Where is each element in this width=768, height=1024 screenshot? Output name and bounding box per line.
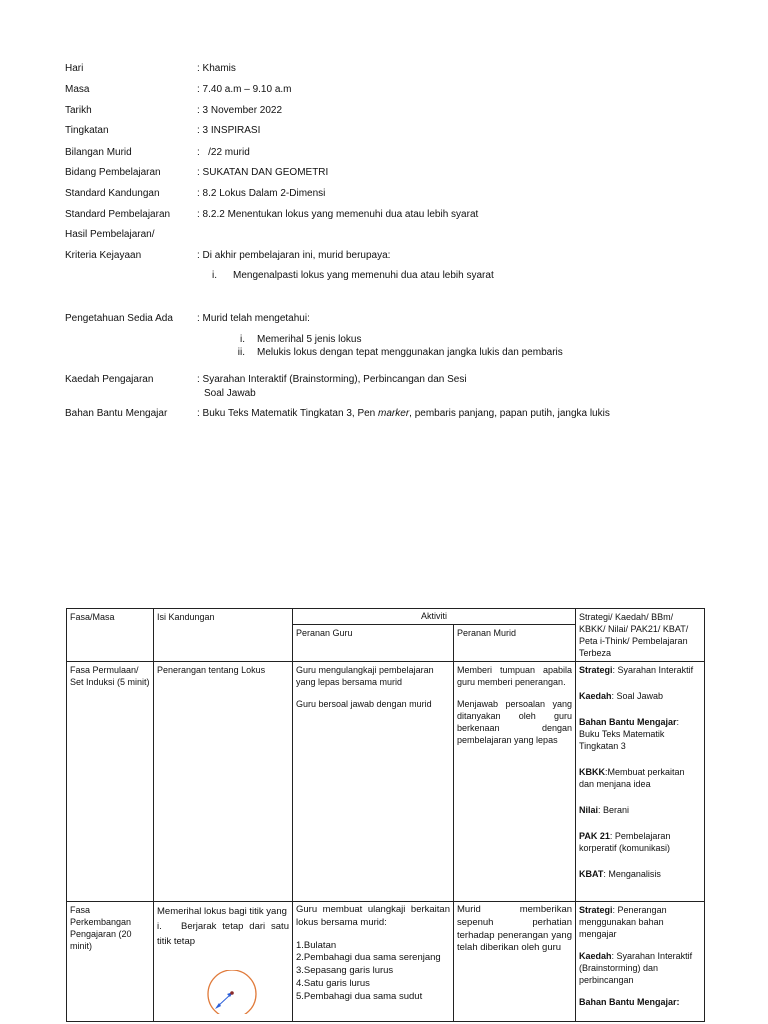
header-student-role: Peranan Murid [454, 625, 576, 662]
row2-strategy [576, 902, 705, 1022]
method-item: Kaedah: Soal Jawab [579, 691, 664, 701]
header-strategy: Strategi/ Kaedah/ BBm/ KBKK/ Nilai/ PAK21/ KBAT/ Peta i-Think/ Pembelajaran Terbeza [576, 609, 705, 662]
table-row [67, 902, 705, 1022]
header-teacher-role: Peranan Guru [293, 625, 454, 662]
center-point [230, 991, 234, 995]
kbat-item: KBAT: Menganalisis [579, 869, 661, 879]
kbkk-item: KBKK:Membuat perkaitan dan menjana idea [579, 767, 685, 789]
objective-item: i. Mengenalpasti lokus yang memenuhi dua atau lebih syarat [212, 270, 494, 281]
material-item: Bahan Bantu Mengajar: [579, 997, 680, 1007]
strategy-item: Strategi: Penerangan menggunakan bahan mengajar [579, 905, 667, 939]
header-phase: Fasa/Masa [67, 609, 154, 662]
table-header-row [67, 609, 705, 625]
row1-phase: Fasa Permulaan/ Set Induksi (5 minit) [67, 662, 154, 902]
method-item: Kaedah: Syarahan Interaktif (Brainstorming) dan perbincangan [579, 951, 693, 985]
method-continuation: Soal Jawab [204, 388, 256, 399]
lesson-table [66, 608, 705, 1022]
prior-knowledge-item: ii. Melukis lokus dengan tepat menggunakan jangka lukis dan pembaris [237, 347, 563, 358]
prior-knowledge-item: i. Memerihal 5 jenis lokus [240, 334, 362, 345]
header-content: Isi Kandungan [154, 609, 293, 662]
row1-teacher: Guru mengulangkaji pembelajaran yang lepas bersama murid Guru bersoal jawab dengan murid [293, 662, 454, 902]
row1-student: Memberi tumpuan apabila guru memberi penerangan. Menjawab persoalan yang ditanyakan oleh guru berkenaan dengan pembelajaran yang lepas [454, 662, 576, 902]
row2-student: Murid memberikan sepenuh perhatian terhadap penerangan yang telah diberikan oleh guru [454, 902, 576, 1022]
material-item: Bahan Bantu Mengajar: Buku Teks Matematik Tingkatan 3 [579, 717, 680, 751]
row1-content: Penerangan tentang Lokus [154, 662, 293, 902]
strategy-item: Strategi: Syarahan Interaktif [579, 665, 694, 675]
row2-content: Memerihal lokus bagi titik yang i. Berjarak tetap dari satu titik tetap [154, 902, 293, 1022]
header-activity: Aktiviti [293, 609, 576, 625]
row2-teacher: Guru membuat ulangkaji berkaitan lokus bersama murid: 1.Bulatan 2.Pembahagi dua sama serenjang 3.Sepasang garis lurus 4.Satu garis lurus 5.Pembahagi dua sama sudut [293, 902, 454, 1022]
row1-strategy [576, 662, 705, 902]
pak21-item: PAK 21: Pembelajaran korperatif (komunikasi) [579, 831, 671, 853]
table-row [67, 662, 705, 902]
value-item: Nilai: Berani [579, 805, 630, 815]
circle-locus-icon [206, 970, 258, 1014]
row2-phase: Fasa Perkembangan Pengajaran (20 minit) [67, 902, 154, 1022]
